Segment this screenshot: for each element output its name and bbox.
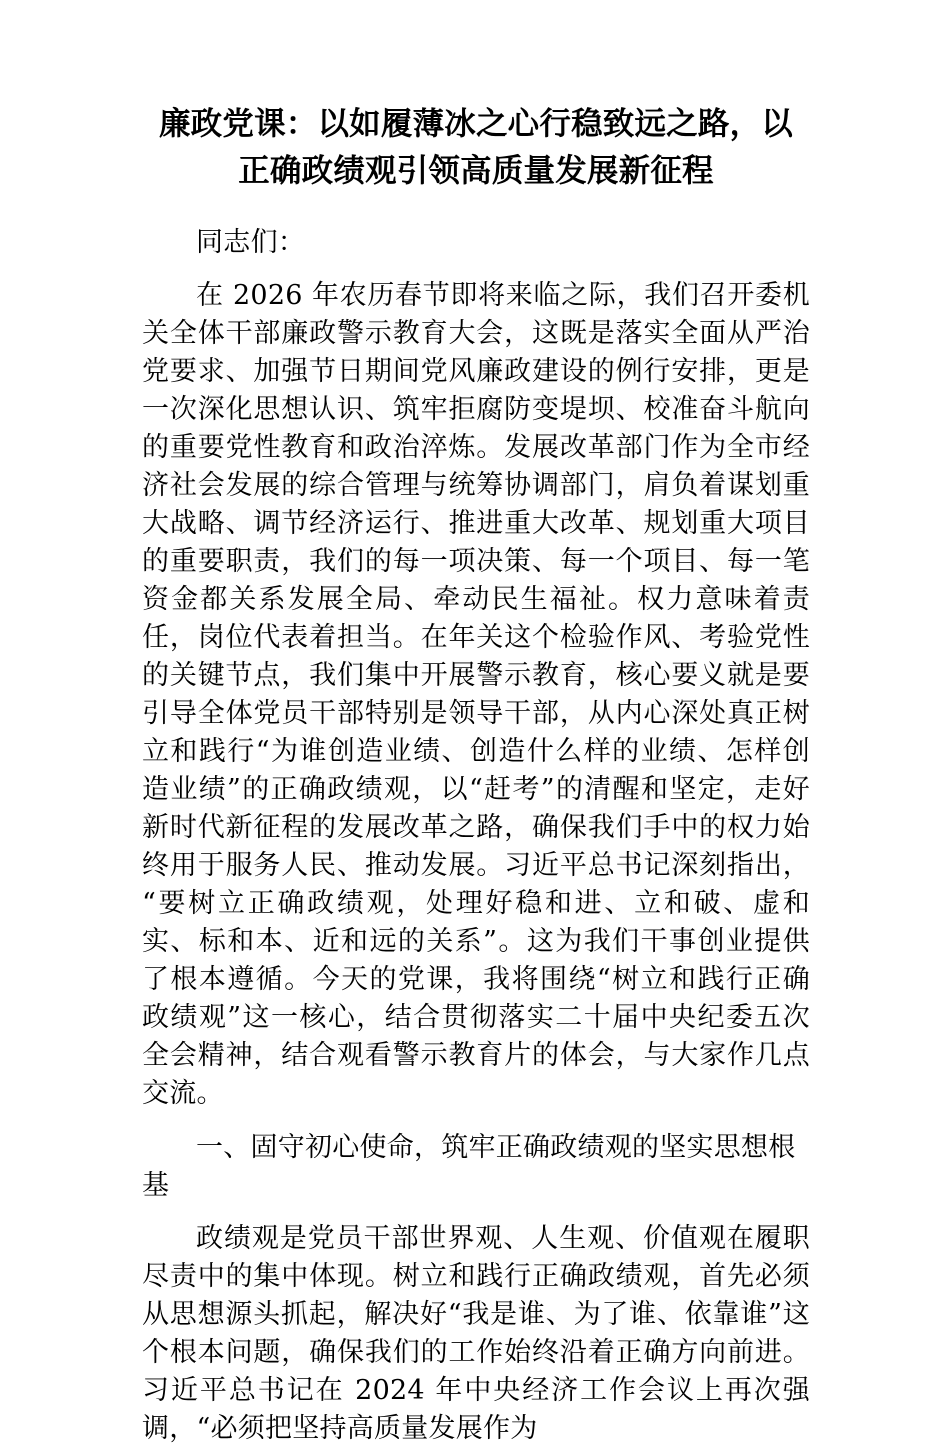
salutation: 同志们： bbox=[196, 227, 306, 258]
body-paragraph-2: 政绩观是党员干部世界观、人生观、价值观在履职尽责中的集中体现。树立和践行正确政绩观，首先必须从思想源头抓起，解决好“我是谁、为了谁、依靠谁”这个根本问题，确保我们的工作始终沿着正确方向前进。习近平总书记在 2024 年中央经济工作会议上再次强调，“必须把坚持高质量发展作为 bbox=[142, 1223, 810, 1444]
document-content bbox=[142, 0, 810, 1448]
body-paragraph-1: 在 2026 年农历春节即将来临之际，我们召开委机关全体干部廉政警示教育大会，这既是落实全面从严治党要求、加强节日期间党风廉政建设的例行安排，更是一次深化思想认识、筑牢拒腐防变堤坝、校准奋斗航向的重要党性教育和政治淬炼。发展改革部门作为全市经济社会发展的综合管理与统筹协调部门，肩负着谋划重大战略、调节经济运行、推进重大改革、规划重大项目的重要职责，我们的每一项决策、每一个项目、每一笔资金都关系发展全局、牵动民生福祉。权力意味着责任，岗位代表着担当。在年关这个检验作风、考验党性的关键节点，我们集中开展警示教育，核心要义就是要引导全体党员干部特别是领导干部，从内心深处真正树立和践行“为谁创造业绩、创造什么样的业绩、怎样创造业绩”的正确政绩观，以“赶考”的清醒和坚定，走好新时代新征程的发展改革之路，确保我们手中的权力始终用于服务人民、推动发展。习近平总书记深刻指出，“要树立正确政绩观，处理好稳和进、立和破、虚和实、标和本、近和远的关系”。这为我们干事创业提供了根本遵循。今天的党课，我将围绕“树立和践行正确政绩观”这一核心，结合贯彻落实二十届中央纪委五次全会精神，结合观看警示教育片的体会，与大家作几点交流。 bbox=[142, 280, 810, 1109]
page-title-line-2: 正确政绩观引领高质量发展新征程 bbox=[238, 152, 714, 188]
page-title-line-1: 廉政党课：以如履薄冰之心行稳致远之路，以 bbox=[158, 105, 793, 141]
page-title bbox=[142, 0, 810, 194]
section-heading-1: 一、固守初心使命，筑牢正确政绩观的坚实思想根基 bbox=[142, 1132, 796, 1201]
